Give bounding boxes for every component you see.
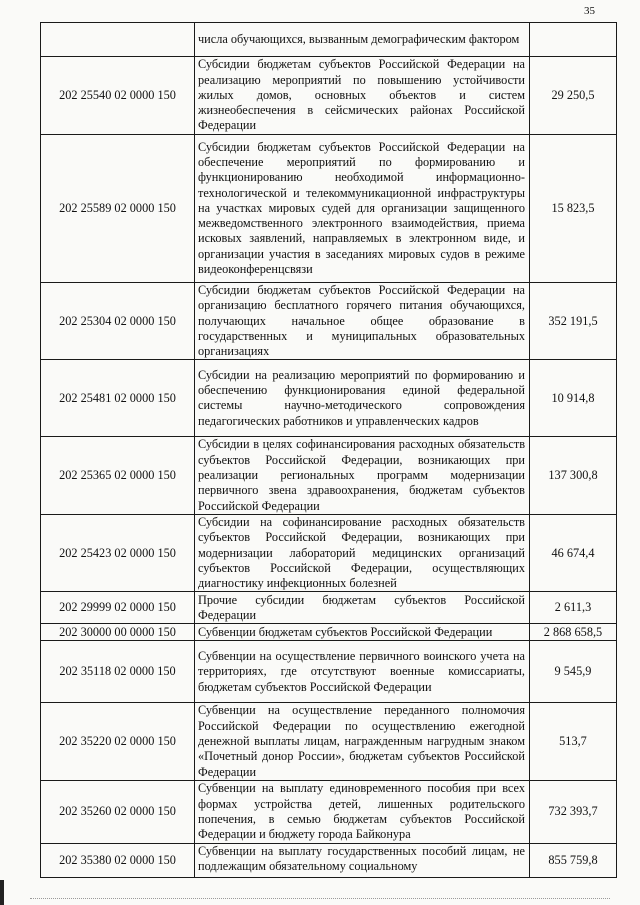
budget-code: 202 25589 02 0000 150 — [41, 135, 195, 283]
amount: 46 674,4 — [530, 514, 617, 591]
table-row — [41, 23, 617, 57]
amount: 15 823,5 — [530, 135, 617, 283]
amount: 2 868 658,5 — [530, 624, 617, 641]
table-row — [41, 641, 617, 703]
budget-code: 202 35380 02 0000 150 — [41, 843, 195, 877]
table-row — [41, 283, 617, 360]
budget-code: 202 30000 00 0000 150 — [41, 624, 195, 641]
table-row — [41, 624, 617, 641]
amount: 9 545,9 — [530, 641, 617, 703]
page-number: 35 — [584, 5, 595, 17]
budget-revenue-table — [40, 22, 617, 878]
amount: 29 250,5 — [530, 57, 617, 135]
amount: 2 611,3 — [530, 592, 617, 624]
table-row — [41, 592, 617, 624]
amount: 352 191,5 — [530, 283, 617, 360]
table-row — [41, 135, 617, 283]
table-row — [41, 57, 617, 135]
revenue-name: Субсидии бюджетам субъектов Российской Федерации на реализацию мероприятий по повышению устойчивости жилых домов, основных объектов и систем жизнеобеспечения в сейсмических районах Российской Федерации — [195, 57, 530, 135]
amount — [530, 23, 617, 57]
budget-code: 202 25365 02 0000 150 — [41, 437, 195, 514]
amount: 732 393,7 — [530, 780, 617, 843]
revenue-name: Субсидии на реализацию мероприятий по формированию и обеспечению функционирования единой федеральной системы научно-методического сопровождения педагогических работников и управленческих кадров — [195, 360, 530, 437]
budget-code: 202 25540 02 0000 150 — [41, 57, 195, 135]
budget-code: 202 25481 02 0000 150 — [41, 360, 195, 437]
revenue-name: Прочие субсидии бюджетам субъектов Российской Федерации — [195, 592, 530, 624]
table-row — [41, 360, 617, 437]
table-row — [41, 780, 617, 843]
table-row — [41, 843, 617, 877]
amount: 137 300,8 — [530, 437, 617, 514]
table-row — [41, 514, 617, 591]
table-row — [41, 437, 617, 514]
budget-code: 202 29999 02 0000 150 — [41, 592, 195, 624]
budget-code — [41, 23, 195, 57]
revenue-name: Субвенции на выплату единовременного пособия при всех формах устройства детей, лишенных родительского попечения, в семью бюджетам субъектов Российской Федерации и бюджету города Байконура — [195, 780, 530, 843]
amount: 10 914,8 — [530, 360, 617, 437]
revenue-name: Субвенции на осуществление переданного полномочия Российской Федерации по осуществлению ежегодной денежной выплаты лицам, награжденным нагрудным знаком «Почетный донор России», бюджетам субъектов Российской Федерации — [195, 703, 530, 780]
budget-code: 202 35220 02 0000 150 — [41, 703, 195, 780]
scan-edge-mark — [0, 880, 4, 905]
revenue-name: Субсидии бюджетам субъектов Российской Федерации на организацию бесплатного горячего питания обучающихся, получающих начальное общее образование в государственных и муниципальных образовательных организациях — [195, 283, 530, 360]
budget-code: 202 25423 02 0000 150 — [41, 514, 195, 591]
revenue-name: Субсидии на софинансирование расходных обязательств субъектов Российской Федерации, возникающих при модернизации лабораторий медицинских организаций субъектов Российской Федерации, осуществляющих диагностику инфекционных болезней — [195, 514, 530, 591]
amount: 513,7 — [530, 703, 617, 780]
scan-noise-line — [30, 898, 610, 899]
revenue-name: Субсидии в целях софинансирования расходных обязательств субъектов Российской Федерации, возникающих при реализации региональных программ модернизации первичного звена здравоохранения, бюджетам субъектов Российской Федерации — [195, 437, 530, 514]
revenue-name: Субвенции на осуществление первичного воинского учета на территориях, где отсутствуют военные комиссариаты, бюджетам субъектов Российской Федерации — [195, 641, 530, 703]
budget-code: 202 35118 02 0000 150 — [41, 641, 195, 703]
revenue-name: Субсидии бюджетам субъектов Российской Федерации на обеспечение мероприятий по формированию и функционированию необходимой информационно-технологической и телекоммуникационной инфраструктуры на участках мировых судей для организации защищенного межведомственного электронного взаимодействия, приема исковых заявлений, направляемых в электронном виде, и организации участия в заседаниях мировых судов в режиме видеоконференцсвязи — [195, 135, 530, 283]
budget-code: 202 25304 02 0000 150 — [41, 283, 195, 360]
revenue-name: числа обучающихся, вызванным демографическим фактором — [195, 23, 530, 57]
table-row — [41, 703, 617, 780]
budget-code: 202 35260 02 0000 150 — [41, 780, 195, 843]
revenue-name: Субвенции бюджетам субъектов Российской Федерации — [195, 624, 530, 641]
amount: 855 759,8 — [530, 843, 617, 877]
revenue-name: Субвенции на выплату государственных пособий лицам, не подлежащим обязательному социальному — [195, 843, 530, 877]
